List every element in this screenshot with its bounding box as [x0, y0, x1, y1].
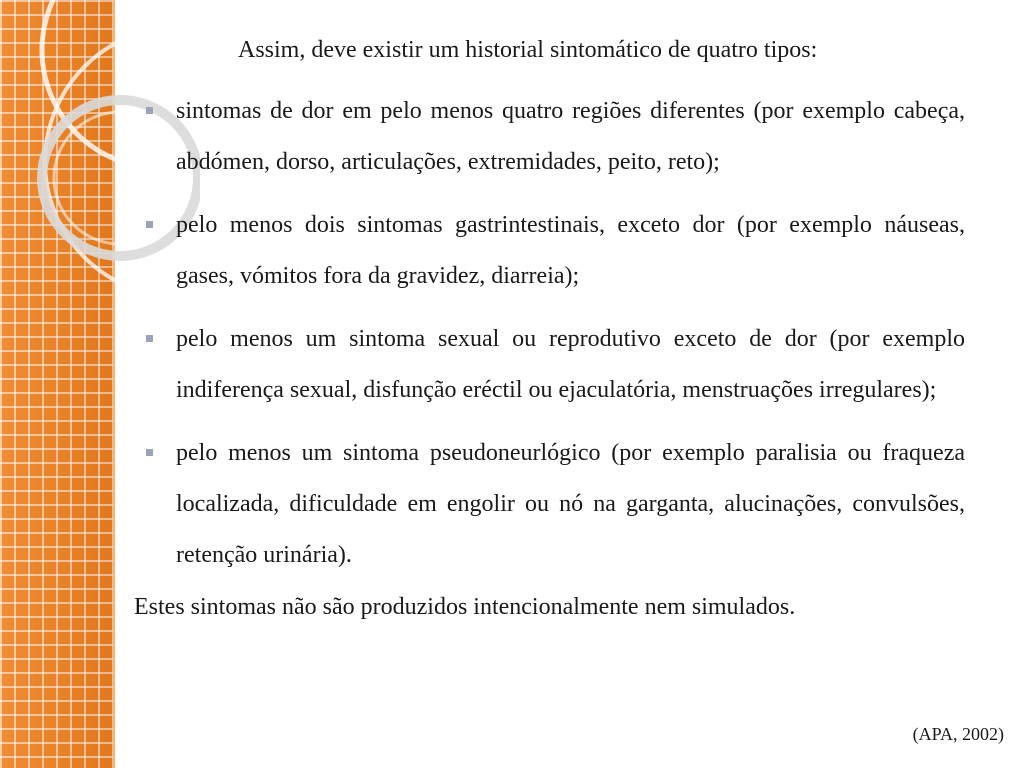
list-item [130, 314, 965, 416]
square-bullet-icon [146, 221, 153, 228]
list-item-text: sintomas de dor em pelo menos quatro regiões diferentes (por exemplo cabeça, abdómen, dorso, articulações, extremidades, peito, reto); [176, 98, 965, 175]
list-item [130, 200, 965, 302]
list-item-text: pelo menos um sintoma pseudoneurlógico (por exemplo paralisia ou fraqueza localizada, dificuldade em engolir ou nó na garganta, alucinações, convulsões, retenção urinária). [176, 440, 965, 568]
closing-line: Estes sintomas não são produzidos intencionalmente nem simulados. [134, 594, 796, 620]
citation: (APA, 2002) [912, 724, 1004, 744]
intro-line: Assim, deve existir um historial sintomático de quatro tipos: [238, 37, 818, 63]
list-item-text: pelo menos um sintoma sexual ou reprodutivo exceto de dor (por exemplo indiferença sexual, disfunção eréctil ou ejaculatória, menstruações irregulares); [176, 326, 965, 403]
list-item [130, 428, 965, 581]
square-bullet-icon [146, 335, 153, 342]
list-item [130, 86, 965, 188]
list-item-text: pelo menos dois sintomas gastrintestinais, exceto dor (por exemplo náuseas, gases, vómitos fora da gravidez, diarreia); [176, 212, 965, 289]
symptom-list [130, 86, 965, 581]
slide-body [130, 28, 965, 625]
square-bullet-icon [146, 449, 153, 456]
square-bullet-icon [146, 107, 153, 114]
